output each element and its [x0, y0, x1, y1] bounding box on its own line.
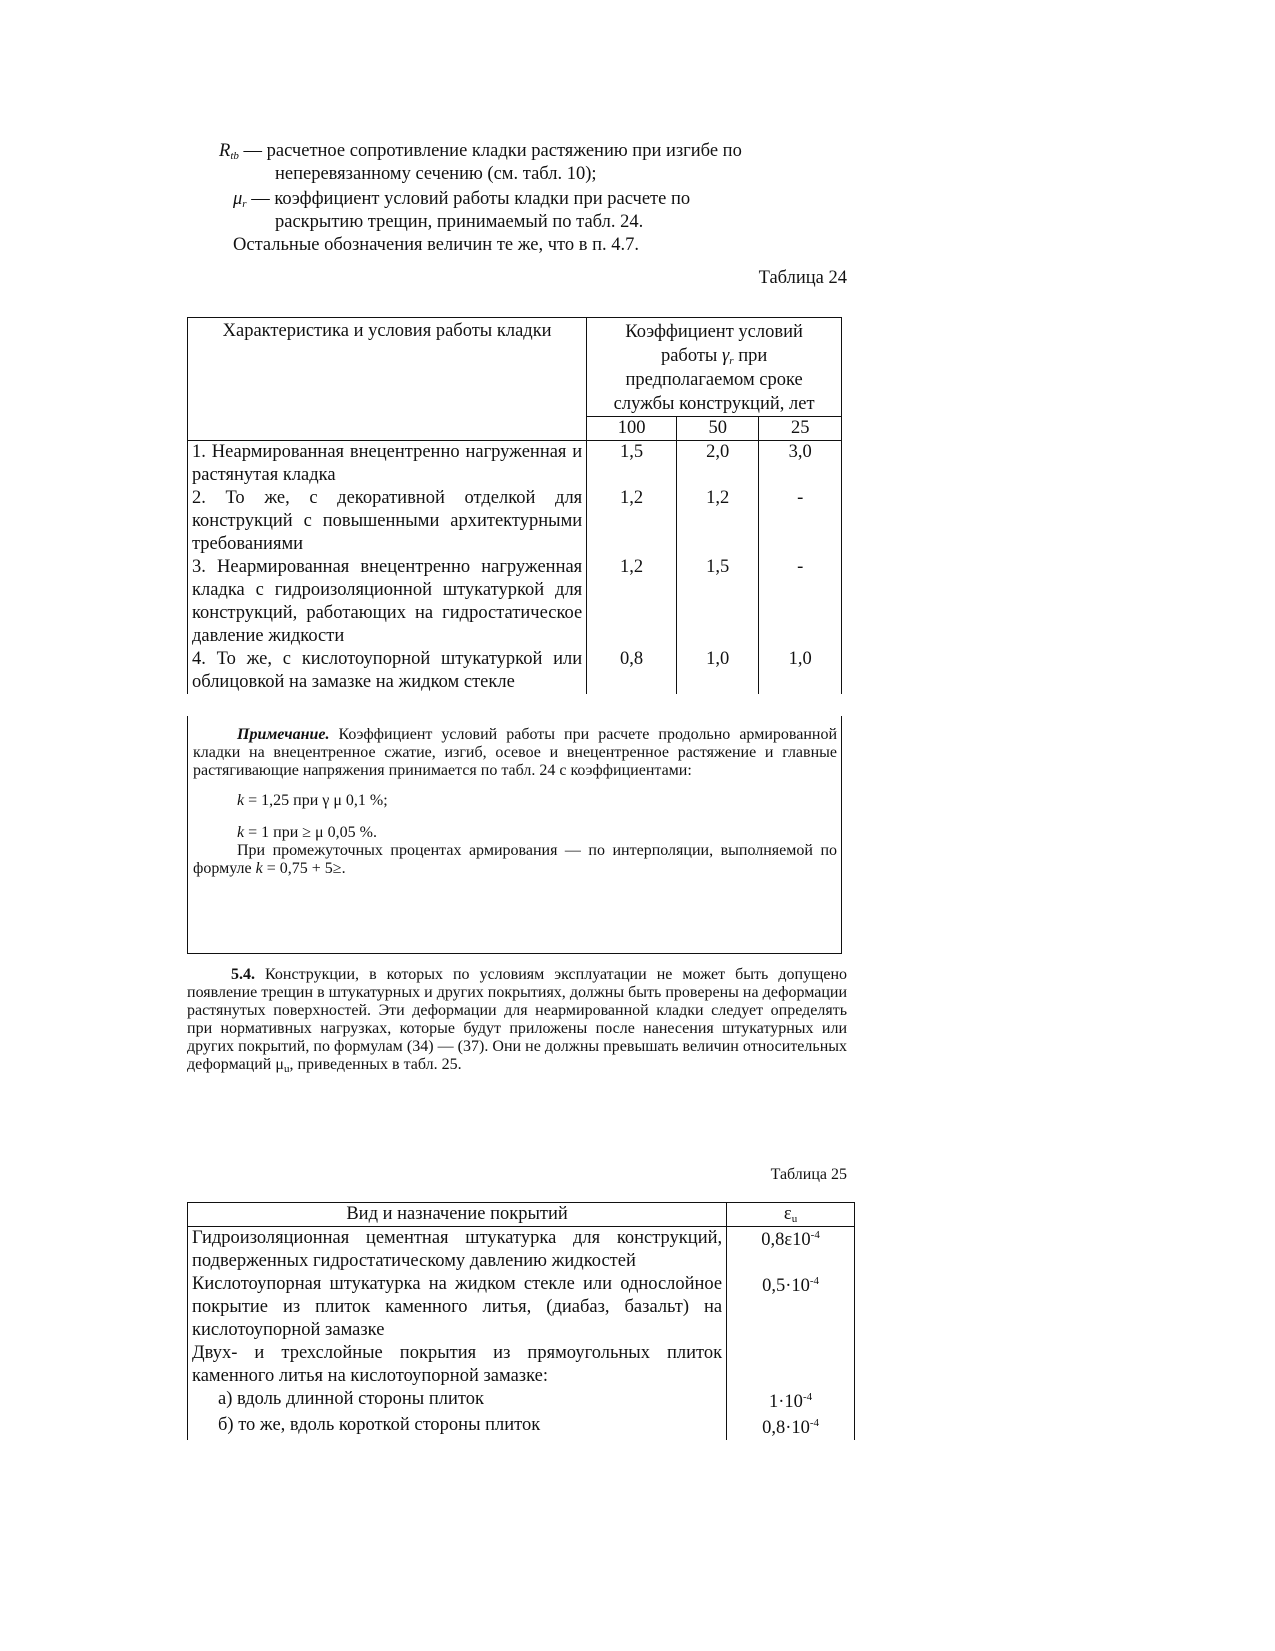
row2-text: 2. То же, с декоративной отделкой для конструкций с повышенными архитектурными требованиями [188, 487, 587, 556]
rtb-text-line1: — расчетное сопротивление кладки растяжению при изгибе по [243, 141, 742, 161]
row1-v25: 3,0 [759, 441, 842, 488]
t25-row5-mantissa: 0,8·10 [762, 1418, 810, 1438]
table24-note [187, 716, 842, 954]
year-100: 100 [587, 417, 677, 441]
mur-text-line1: — коэффициент условий работы кладки при расчете по [251, 189, 691, 209]
table-row [188, 1227, 855, 1274]
mur-definition [187, 188, 847, 234]
table24-caption: Таблица 24 [758, 268, 847, 288]
table-row [188, 1342, 855, 1388]
k1-text: = 1,25 при γ μ 0,1 %; [248, 792, 388, 809]
row3-v25: - [759, 556, 842, 648]
table-row [188, 441, 842, 488]
k-line-2 [193, 824, 837, 842]
table-row [188, 1414, 855, 1440]
k1-variable: k [237, 792, 245, 809]
table25-caption: Таблица 25 [770, 1166, 847, 1183]
k-line-1 [193, 792, 837, 810]
mu-u-symbol: μ [275, 1056, 284, 1073]
table-25 [187, 1202, 855, 1440]
section-5-4 [187, 966, 847, 1074]
t25-row2-value [727, 1273, 855, 1342]
gamma-subscript: r [729, 355, 734, 367]
row2-v25: - [759, 487, 842, 556]
row3-text: 3. Неармированная внецентренно нагруженная кладка с гидроизоляционной штукатуркой для конструкций, работающих на гидростатическое давление жидкости [188, 556, 587, 648]
interp-variable: k [255, 860, 263, 877]
row4-text: 4. То же, с кислотоупорной штукатуркой или облицовкой на замазке на жидком стекле [188, 648, 587, 694]
note-label: Примечание. [237, 726, 330, 743]
interpolation-text [193, 842, 837, 878]
t25-row4-mantissa: 1·10 [769, 1392, 803, 1412]
rtb-symbol: R [219, 141, 231, 161]
table25-header-row [188, 1203, 855, 1227]
table-24 [187, 317, 842, 694]
mur-text-line2: раскрытию трещин, принимаемый по табл. 24. [275, 212, 644, 232]
row1-text: 1. Неармированная внецентренно нагруженная и растянутая кладка [188, 441, 587, 488]
section-tail: , приведенных в табл. 25. [289, 1056, 462, 1073]
table24-header-row [188, 318, 842, 417]
table-row [188, 1388, 855, 1414]
row4-v50: 1,0 [676, 648, 759, 694]
row4-v25: 1,0 [759, 648, 842, 694]
mur-symbol: μ [233, 189, 243, 209]
table-row [188, 487, 842, 556]
header-coef-line4: службы конструкций, лет [613, 394, 815, 414]
other-designations: Остальные обозначения величин те же, что в п. 4.7. [233, 235, 640, 255]
t25-row2-exp: -4 [809, 1275, 820, 1287]
rtb-text-line2: неперевязанному сечению (см. табл. 10); [275, 164, 597, 184]
t25-row5-value [727, 1414, 855, 1440]
t25-row1-value [727, 1227, 855, 1274]
table-row [188, 1273, 855, 1342]
header-coef-line1: Коэффициент условий [625, 322, 803, 342]
gamma-symbol: γ [721, 346, 730, 366]
year-50: 50 [676, 417, 759, 441]
t25-row1-text: Гидроизоляционная цементная штукатурка для конструкций, подверженных гидростатическому давлению жидкостей [188, 1227, 727, 1274]
k2-variable: k [237, 824, 245, 841]
interp-formula: = 0,75 + 5≥. [266, 860, 346, 877]
t25-row5-exp: -4 [809, 1417, 820, 1429]
t25-row2-text: Кислотоупорная штукатурка на жидком стекле или однослойное покрытие из плиток каменного литья, (диабаз, базальт) на кислотоупорной замазке [188, 1273, 727, 1342]
row3-v100: 1,2 [587, 556, 677, 648]
t25-row4-text: а) вдоль длинной стороны плиток [188, 1388, 727, 1414]
rtb-subscript: tb [230, 150, 239, 162]
row2-v100: 1,2 [587, 487, 677, 556]
header-coef-line3: предполагаемом сроке [625, 370, 803, 390]
header-coef-word-at: при [738, 346, 768, 366]
row2-v50: 1,2 [676, 487, 759, 556]
section-text: Конструкции, в которых по условиям эксплуатации не может быть допущено появление трещин в штукатурных и других покрытиях, должны быть проверены на деформации растянутых поверхностей. Эти деформации для неармированной кладки следует определять при нормативных нагрузках, которые будут приложены после нанесения штукатурных или других покрытий, по формулам (34) — (37). Они не должны превышать величин относительных деформаций [187, 966, 847, 1073]
table25-header-kind: Вид и назначение покрытий [188, 1203, 727, 1227]
t25-row5-text: б) то же, вдоль короткой стороны плиток [188, 1414, 727, 1440]
t25-row1-exp: -4 [810, 1229, 820, 1241]
t25-row1-mantissa: 0,8ε10 [761, 1230, 811, 1250]
t25-row4-value [727, 1388, 855, 1414]
t25-row3-text: Двух- и трехслойные покрытия из прямоугольных плиток каменного литья на кислотоупорной замазке: [188, 1342, 727, 1388]
header-coef-word-work: работы [660, 346, 718, 366]
interp-text: При промежуточных процентах армирования — по интерполяции, выполняемой по формуле [193, 842, 837, 877]
row3-v50: 1,5 [676, 556, 759, 648]
note-text: Коэффициент условий работы при расчете продольно армированной кладки на внецентренное сжатие, изгиб, осевое и внецентренное растяжение и главные растягивающие напряжения принимается по табл. 24 с коэффициентами: [193, 726, 838, 779]
t25-row2-mantissa: 0,5·10 [762, 1276, 810, 1296]
definitions-block [187, 140, 847, 290]
mu-u-subscript: u [283, 1063, 290, 1075]
epsilon-subscript: u [791, 1213, 798, 1225]
table24-header-characteristic: Характеристика и условия работы кладки [188, 318, 587, 441]
k2-text: = 1 при ≥ μ 0,05 %. [248, 824, 377, 841]
rtb-definition [187, 140, 847, 186]
table25-header-eps [727, 1203, 855, 1227]
epsilon-symbol: ε [783, 1204, 792, 1224]
year-25: 25 [759, 417, 842, 441]
row1-v100: 1,5 [587, 441, 677, 488]
row4-v100: 0,8 [587, 648, 677, 694]
table-row [188, 648, 842, 694]
table24-header-coefficient [587, 318, 842, 417]
t25-row4-exp: -4 [802, 1391, 813, 1403]
table-row [188, 556, 842, 648]
t25-row3-value [727, 1342, 855, 1388]
row1-v50: 2,0 [676, 441, 759, 488]
section-number: 5.4. [231, 966, 255, 983]
mur-subscript: r [242, 198, 247, 210]
